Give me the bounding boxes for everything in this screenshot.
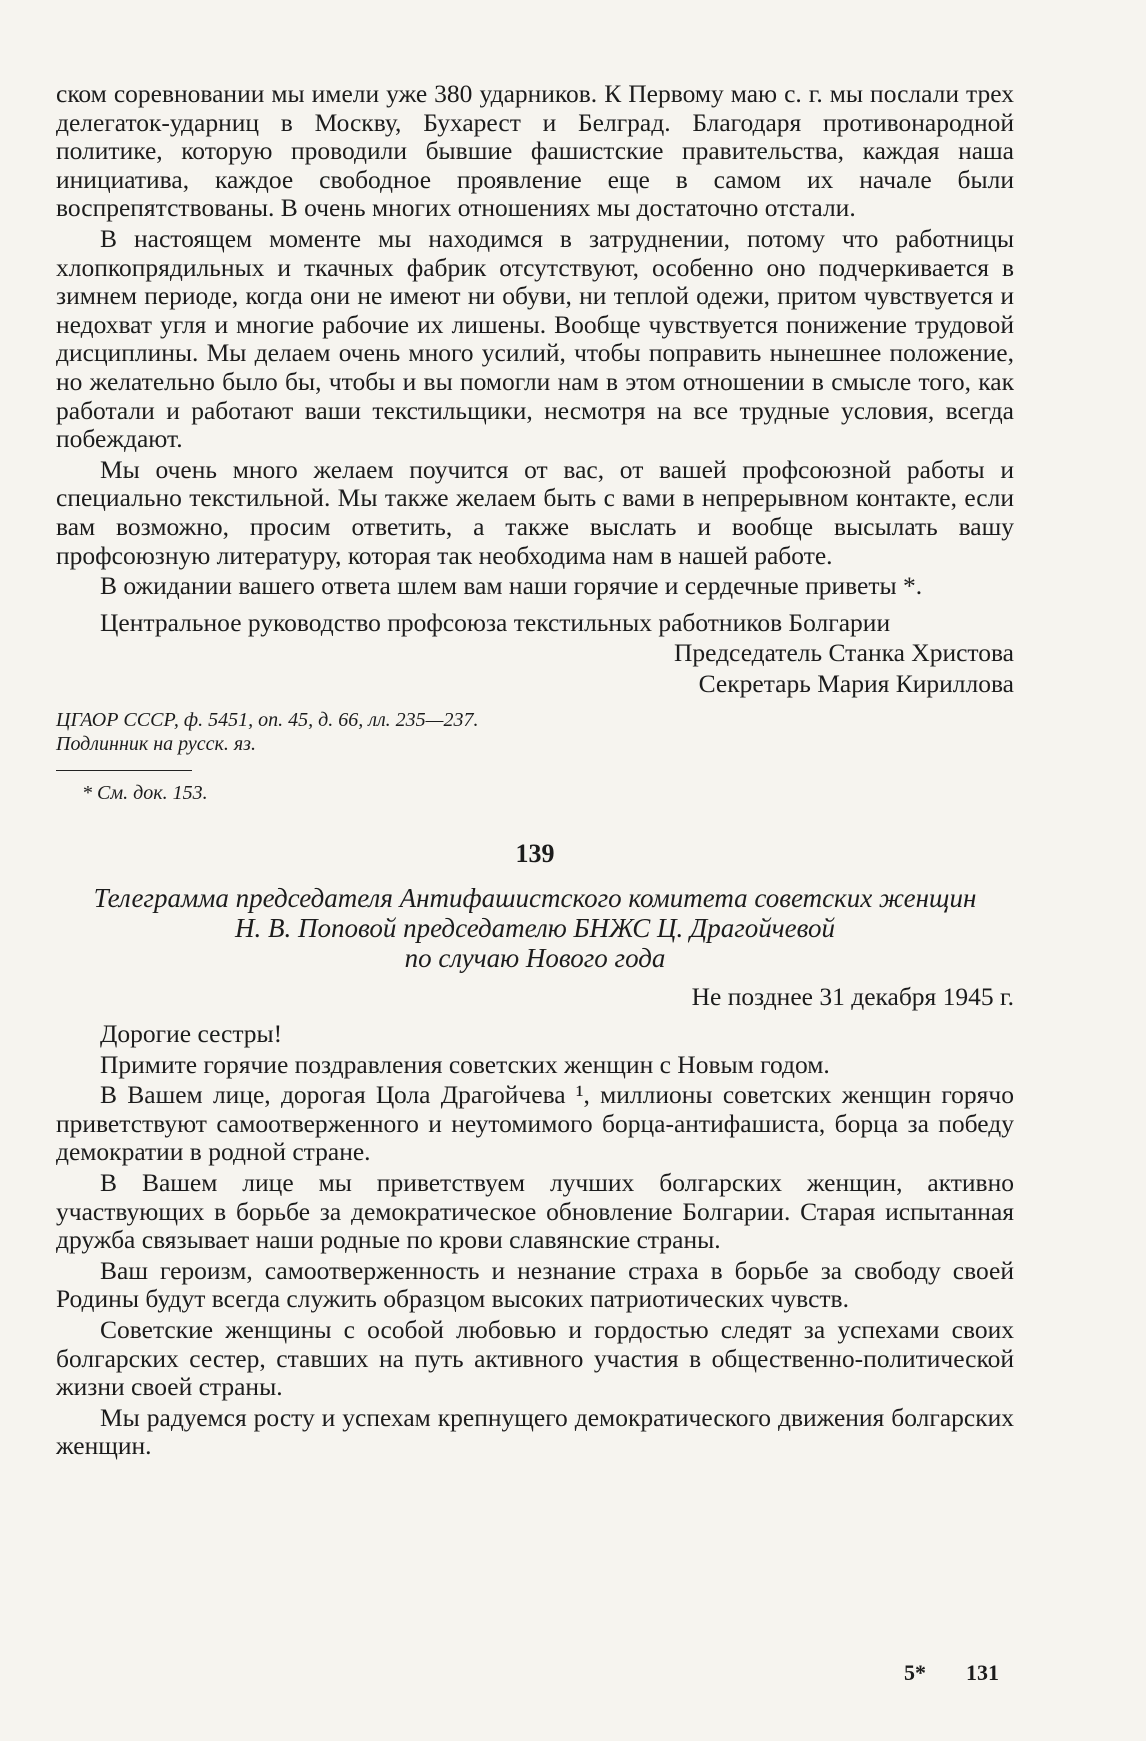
document-date: Не позднее 31 декабря 1945 г.	[691, 982, 1014, 1012]
original-language-note: Подлинник на русск. яз.	[56, 733, 256, 756]
footnote-divider	[56, 770, 192, 771]
organization-signature: Центральное руководство профсоюза текстильных работников Болгарии	[100, 607, 891, 637]
paragraph: В настоящем моменте мы находимся в затруднении, потому что работницы хлопкопрядильных и ткачных фабрик отсутствуют, особенно оно подчеркивается в зимнем периоде, когда они не имеют ни обуви, ни теплой одежи, притом чувствуется и недохват угля и многие рабочие их лишены. Вообще чувствуется понижение трудовой дисциплины. Мы делаем очень много усилий, чтобы поправить нынешнее положение, но желательно было бы, чтобы и вы помогли нам в этом отношении в смысле того, как работали и работают ваши текстильщики, несмотря на все трудные условия, всегда побеждают.	[56, 223, 1014, 454]
paragraph: Мы радуемся росту и успехам крепнущего демократического движения болгарских женщин.	[56, 1402, 1014, 1461]
page-number: 131	[966, 1660, 999, 1685]
paragraph: Советские женщины с особой любовью и гордостью следят за успехами своих болгарских сестер, ставших на путь активного участия в общественно-политической жизни своей страны.	[56, 1315, 1014, 1402]
greeting: Дорогие сестры!	[100, 1019, 283, 1049]
paragraph: В Вашем лице, дорогая Цола Драгойчева ¹, миллионы советских женщин горячо приветствуют самоотверженного и неутомимого борца-антифашиста, борца за победу демократии в родной стране.	[56, 1080, 1014, 1167]
paragraph: ском соревновании мы имели уже 380 ударников. К Первому маю с. г. мы послали трех делегаток-ударниц в Москву, Бухарест и Белград. Благодаря противонародной политике, которую проводили бывшие фашистские правительства, каждая наша инициатива, каждое свободное проявление еще в самом их начале были воспрепятствованы. В очень многих отношениях мы достаточно отстали.	[56, 79, 1014, 223]
archive-source: ЦГАОР СССР, ф. 5451, оп. 45, д. 66, лл. 235—237.	[56, 709, 479, 732]
paragraph: В ожидании вашего ответа шлем вам наши горячие и сердечные приветы *.	[100, 571, 923, 601]
document-number: 139	[515, 839, 555, 869]
secretary-signature: Секретарь Мария Кириллова	[698, 668, 1014, 698]
footnote: * См. док. 153.	[82, 782, 208, 805]
document-title-line: Телеграмма председателя Антифашистского комитета советских женщин	[93, 883, 977, 914]
signature-mark: 5*	[904, 1660, 926, 1685]
document-title-line: Н. В. Поповой председателю БНЖС Ц. Драгойчевой	[235, 913, 835, 944]
document-title-line: по случаю Нового года	[404, 943, 666, 974]
chair-signature: Председатель Станка Христова	[673, 638, 1014, 668]
paragraph: Примите горячие поздравления советских женщин с Новым годом.	[100, 1049, 830, 1079]
paragraph: Мы очень много желаем поучится от вас, от вашей профсоюзной работы и специально текстильной. Мы также желаем быть с вами в непрерывном контакте, если вам возможно, просим ответить, а также выслать и вообще высылать вашу профсоюзную литературу, которая так необходима нам в нашей работе.	[56, 454, 1014, 570]
text-column	[56, 80, 1014, 1463]
paragraph: В Вашем лице мы приветствуем лучших болгарских женщин, активно участвующих в борьбе за демократическое обновление Болгарии. Старая испытанная дружба связывает наши родные по крови славянские страны.	[56, 1168, 1014, 1255]
paragraph: Ваш героизм, самоотверженность и незнание страха в борьбе за свободу своей Родины будут всегда служить образцом высоких патриотических чувств.	[56, 1255, 1014, 1314]
